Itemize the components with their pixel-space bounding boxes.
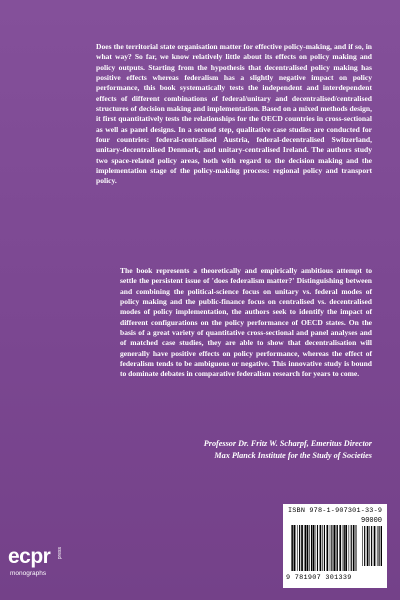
logo-press-text: press [57,547,63,560]
ecpr-logo [8,544,72,588]
logo-main-text: ecpr [8,545,51,568]
barcode-number: 9 781907 301339 [286,574,352,582]
price-barcode-bars [362,526,382,566]
barcode [283,504,387,588]
endorser-name: Professor Dr. Fritz W. Scharpf, Emeritus Director [203,439,372,448]
price-code: 90000 [361,517,383,525]
endorser-institution: Max Planck Institute for the Study of Societies [214,451,372,460]
logo-series-text: monographs [10,570,47,577]
review-paragraph: The book represents a theoretically and empirically ambitious attempt to settle the persistent issue of 'does federalism matter?' Distinguishing between and combining the political-science focus on unitary vs. federal modes of policy making and the public-finance focus on centralised vs. decentralised modes of policy implementation, the authors seek to identify the impact of different configurations on the policy performance of OECD states. On the basis of a great variety of quantitative cross-sectional and panel analyses and of matched case studies, they are able to show that decentralisation will generally have positive effects on policy performance, whereas the effect of federalism tends to be ambiguous or negative. This innovative study is bound to dominate debates in comparative federalism research for years to come. [120,266,372,379]
endorsement-signature [204,438,372,462]
isbn-label: ISBN 978-1-907301-33-9 [288,507,383,515]
blurb-paragraph: Does the territorial state organisation matter for effective policy-making, and if so, in what way? So far, we know relatively little about its effects on policy making and policy outputs. Starting from the hypothesis that decentralised policy making has positive effects whereas federalism has a slightly negative impact on policy performance, this book systematically tests the independent and interdependent effects of different combinations of federal/unitary and decentralised/centralised structures of decision making and implementation. Based on a mixed methods design, it first quantitatively tests the relationships for the OECD countries in cross-sectional as well as panel designs. In a second step, qualitative case studies are conducted for four countries: federal-centralised Austria, federal-decentralised Switzerland, unitary-decentralised Denmark, and unitary-centralised Ireland. The authors study two space-related policy areas, both with regard to the decision making and the implementation stage of the policy-making process: regional policy and transport policy. [96,42,372,186]
barcode-bars [291,525,357,571]
